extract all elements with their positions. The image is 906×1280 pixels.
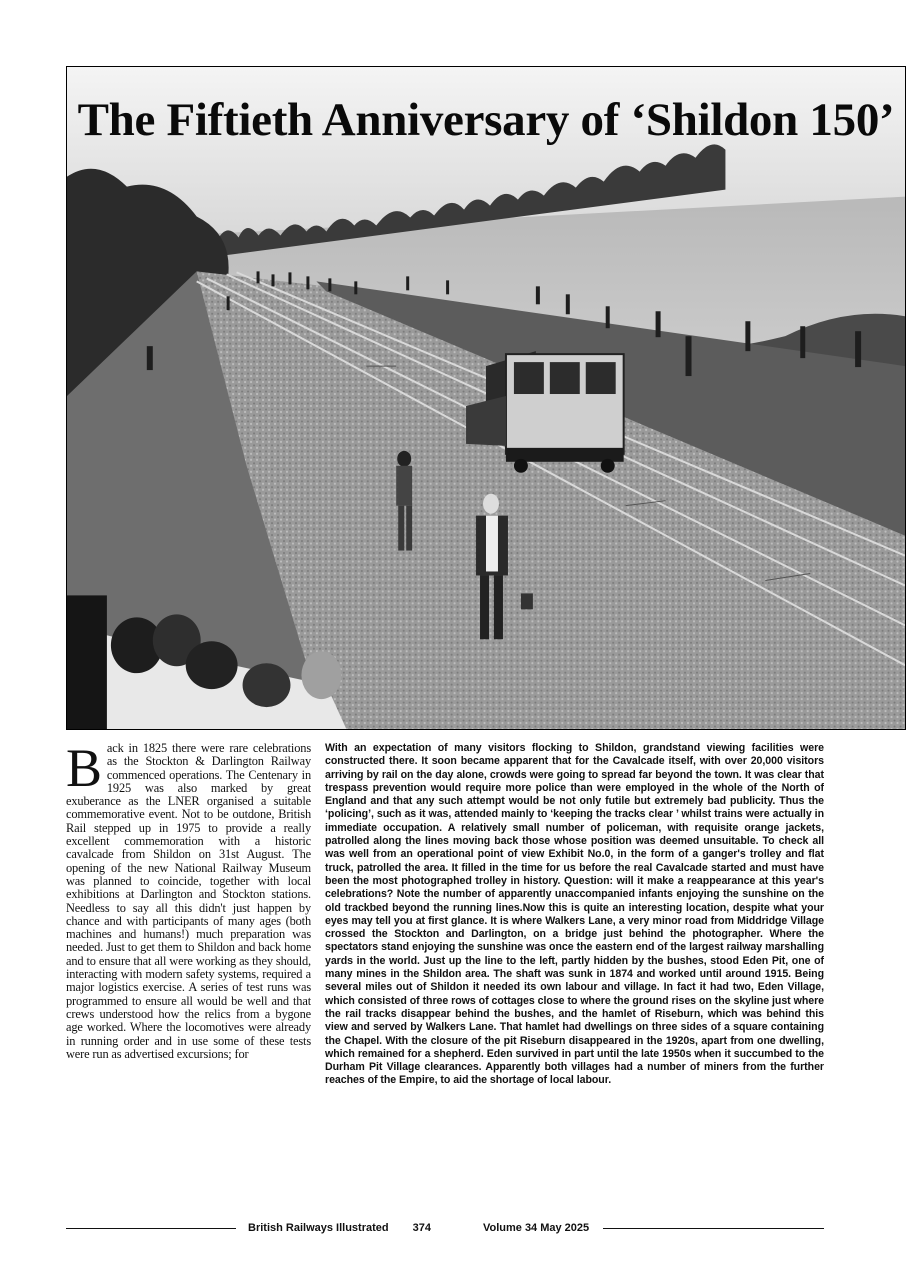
footer-publication: British Railways Illustrated xyxy=(248,1222,389,1234)
article-left-column xyxy=(66,742,311,1197)
left-column-text: ack in 1825 there were rare celebrations as the Stockton & Darlington Railway commenced operations. The Centenary in 1925 was also marked by great exuberance as the LNER organised a suitable commemorative event. Not to be outdone, British Rail stepped up in 1975 to provide a really excellent commemoration with a historic cavalcade from Shildon on 31st August. The opening of the new National Railway Museum was planned to coincide, together with local exhibitions at Darlington and Stockton stations. Needless to say all this didn't just happen by chance and with participants of many ages (both machines and humans!) much preparation was needed. Just to get them to Shildon and back home and to ensure that all were working as they should, interacting with modern safety systems, required a major logistics exercise. A series of test runs was programmed to ensure all would be well and that crews understood how the relics from a bygone age worked. Where the locomotives were already in running order and in use some of these tests were run as advertised excursions; for xyxy=(66,742,311,1061)
article-title: The Fiftieth Anniversary of ‘Shildon 150’ xyxy=(77,94,895,146)
article-right-column xyxy=(325,742,824,1216)
drop-cap: B xyxy=(66,742,102,798)
footer-page-number: 374 xyxy=(412,1222,431,1234)
footer-volume: Volume 34 May 2025 xyxy=(482,1222,590,1234)
article-photograph xyxy=(66,66,906,730)
footer-rule-right xyxy=(603,1228,824,1229)
railway-scene-illustration xyxy=(67,67,905,729)
right-column-text: With an expectation of many visitors flocking to Shildon, grandstand viewing facilities were constructed there. It soon became apparent that for the Cavalcade itself, with over 20,000 visitors arriving by rail on the day alone, crowds were going to spread far beyond the town. It was clear that trespass prevention would require more police than were employed in the whole of the North of England and that any such attempt would be not only futile but extremely bad publicity. Thus the ‘policing’, such as it was, attended mainly to ‘keeping the tracks clear ’ whilst trains were actually in immediate occupation. A relatively small number of policeman, with requisite orange jackets, patrolled along the lines moving back those whose position was deemed unsuitable. To check all was well from an operational point of view Exhibit No.0, in the form of a ganger's trolley and flat truck, patrolled the area. It filled in the time for us before the real Cavalcade started and must have been the most photographed trolley in history. Question: will it make a reappearance at this year's celebrations? Note the number of apparently unaccompanied infants enjoying the sunshine on the old trackbed beyond the running lines.Now this is quite an interesting location, despite what your eyes may tell you at first glance. It is where Walkers Lane, a very minor road from Middridge Village crossed the Stockton and Darlington, on a bridge just behind the photographer. Where the spectators stand enjoying the sunshine was once the eastern end of the largest railway marshalling yards in the world. Just up the line to the left, partly hidden by the bushes, stood Eden Pit, one of many mines in the Shildon area. The shaft was sunk in 1874 and worked until around 1915. Being several miles out of Shildon it needed its own labour and village. In fact it had two, Eden Village, which consisted of three rows of cottages close to where the ground rises on the skyline just where the rail tracks disappear behind the bushes, and the hamlet of Riseburn, which was behind this view and served by Walkers Lane. That hamlet had dwellings on three sides of a square containing the Chapel. With the closure of the pit Riseburn disappeared in the 1920s, apart from one dwelling, which remained for a shepherd. Eden survived in part until the late 1950s when it succumbed to the Durham Pit Village clearances. Apparently both villages had a number of miners from the further reaches of the Empire, to aid the shortage of local labour. xyxy=(325,742,824,1087)
page-footer xyxy=(66,1219,824,1237)
footer-rule-left xyxy=(66,1228,236,1229)
